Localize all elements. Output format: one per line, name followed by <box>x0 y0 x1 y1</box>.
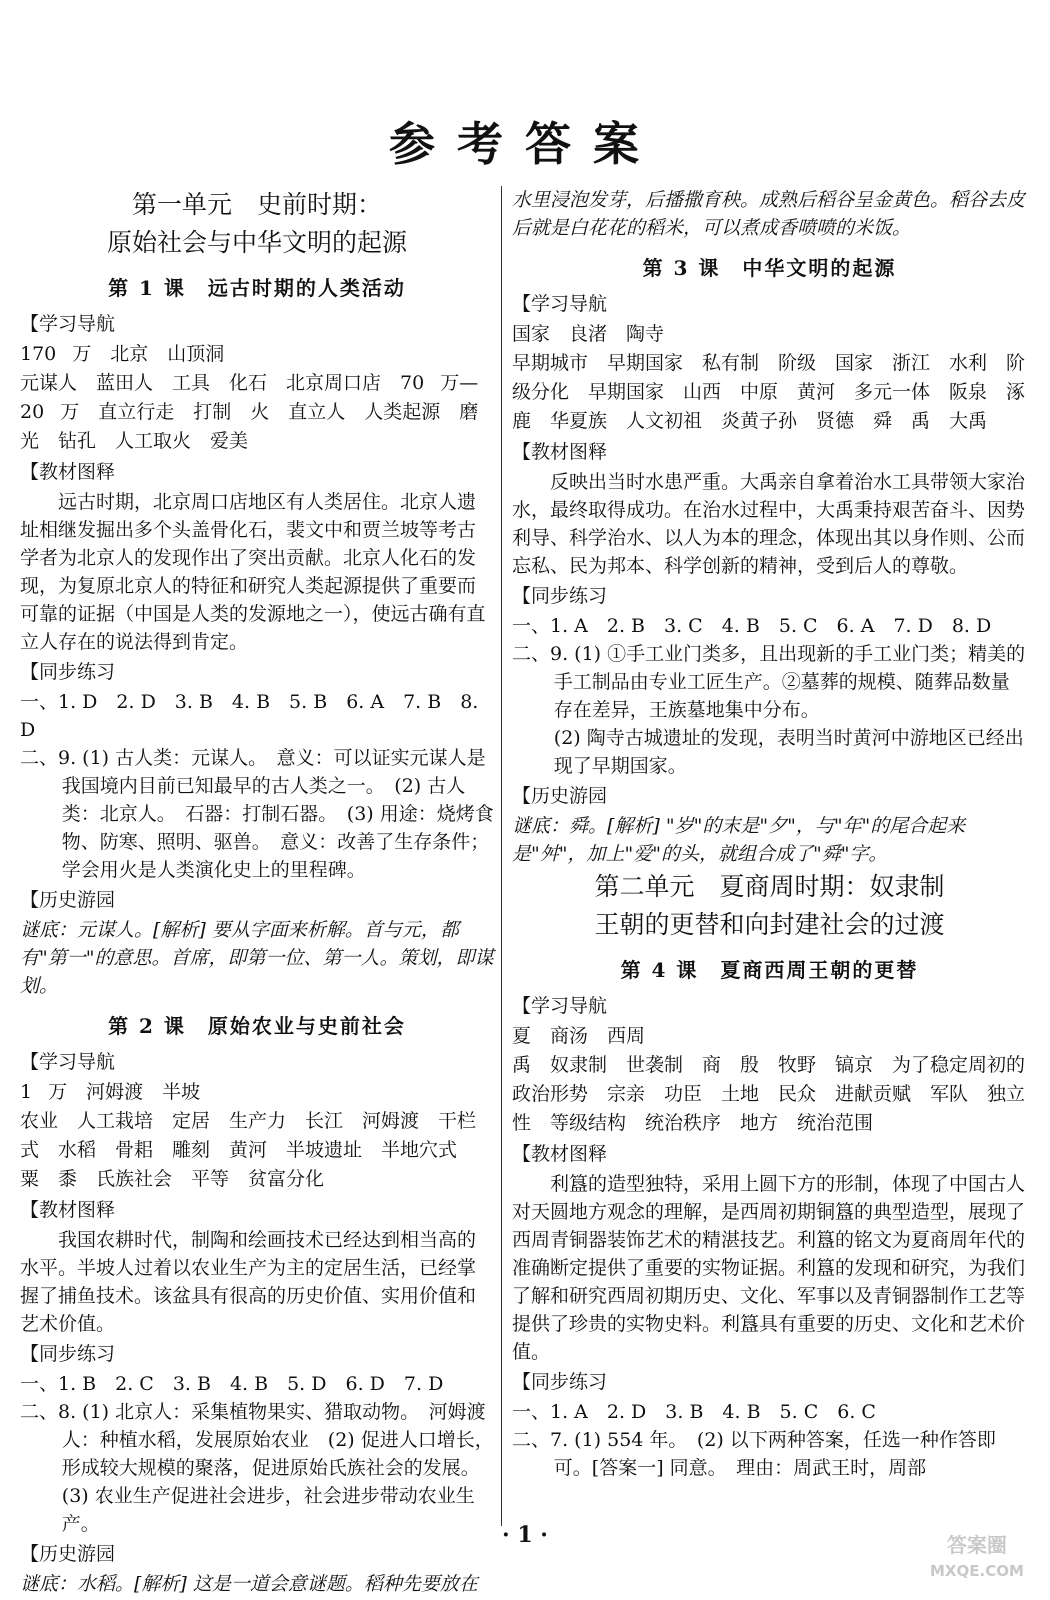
lesson-4-title: 第 4 课 夏商西周王朝的更替 <box>620 958 919 982</box>
unit-2-heading: 第二单元 夏商周时期：奴隶制 <box>594 872 945 901</box>
riddle-answer: 谜底：元谋人。[解析] 要从字面来析解。首与元，都有"第一"的意思。首席，即第一位、第一人。策划，即谋划。 <box>20 919 494 997</box>
section-study-guide: 【学习导航 <box>20 1051 116 1073</box>
riddle-answer: 谜底：水稻。[解析] 这是一道会意谜题。稻种先要放在 <box>20 1573 478 1595</box>
answers-choice: 一、1. A 2. D 3. B 4. B 5. C 6. C <box>512 1401 876 1423</box>
page-title: 参考答案 <box>389 117 661 171</box>
riddle-answer: 谜底：舜。[解析] "岁"的末是"夕"，与"年"的尾合起来是"舛"，加上"爱"的头，就组合成了"舜"字。 <box>512 815 966 865</box>
section-history-garden: 【历史游园 <box>512 785 608 807</box>
lesson-2-title: 第 2 课 原始农业与史前社会 <box>108 1014 406 1038</box>
section-history-garden: 【历史游园 <box>20 1543 116 1565</box>
section-study-guide: 【学习导航 <box>20 313 116 335</box>
page-number: · 1 · <box>502 1522 548 1548</box>
section-textbook-figure: 【教材图释 <box>20 1199 116 1221</box>
figure-explanation: 反映出当时水患严重。大禹亲自拿着治水工具带领大家治水，最终取得成功。在治水过程中，大禹秉持艰苦奋斗、因势利导、科学治水、以人为本的理念，体现出其以身作则、公而忘私、民为邦本、科学创新的精神，受到后人的尊敬。 <box>512 471 1026 577</box>
keywords-line: 170 万 北京 山顶洞 <box>20 343 225 365</box>
figure-explanation: 远古时期，北京周口店地区有人类居住。北京人遗址相继发掘出多个头盖骨化石，裴文中和贾兰坡等考古学者为北京人的发现作出了突出贡献。北京人化石的发现，为复原北京人的特征和研究人类起源提供了重要而可靠的证据（中国是人类的发源地之一），使远古确有直立人存在的说法得到肯定。 <box>20 491 486 653</box>
section-study-guide: 【学习导航 <box>512 995 608 1017</box>
figure-explanation: 利簋的造型独特，采用上圆下方的形制，体现了中国古人对天圆地方观念的理解，是西周初期铜簋的典型造型，展现了西周青铜器装饰艺术的精湛技艺。利簋的铭文为夏商周年代的准确断定提供了重要的实物证据。利簋的发现和研究，为我们了解和研究西周初期历史、文化、军事以及青铜器制作工艺等提供了珍贵的实物史料。利簋具有重要的历史、文化和艺术价值。 <box>512 1173 1026 1363</box>
answers-short: 二、9. (1) ①手工业门类多，且出现新的手工业门类；精美的手工制品由专业工匠生产。②墓葬的规模、随葬品数量存在差异，王族墓地集中分布。 <box>512 643 1026 721</box>
unit-1-heading: 第一单元 史前时期： <box>131 190 382 219</box>
answers-choice: 一、1. A 2. B 3. C 4. B 5. C 6. A 7. D 8. D <box>512 615 992 637</box>
answers-short: 二、8. (1) 北京人：采集植物果实、猎取动物。 河姆渡人：种植水稻，发展原始农业 (2) 促进人口增长，形成较大规模的聚落，促进原始氏族社会的发展。 (3) 农业生产促进社会进步，社会进步带动农业生产。 <box>20 1401 494 1535</box>
keywords-line: 国家 良渚 陶寺 <box>512 323 665 345</box>
keywords-line: 1 万 河姆渡 半坡 <box>20 1081 201 1103</box>
section-textbook-figure: 【教材图释 <box>20 461 116 483</box>
answers-choice: 一、1. B 2. C 3. B 4. B 5. D 6. D 7. D <box>20 1373 444 1395</box>
section-textbook-figure: 【教材图释 <box>512 1143 608 1165</box>
keywords-block: 早期城市 早期国家 私有制 阶级 国家 浙江 水利 阶级分化 早期国家 山西 中原 黄河 多元一体 阪泉 涿鹿 华夏族 人文初祖 炎黄子孙 贤德 舜 禹 大禹 <box>512 352 1026 432</box>
figure-explanation: 我国农耕时代，制陶和绘画技术已经达到相当高的水平。半坡人过着以农业生产为主的定居生活，已经掌握了捕鱼技术。该盆具有很高的历史价值、实用价值和艺术价值。 <box>20 1229 477 1335</box>
keywords-block: 禹 奴隶制 世袭制 商 殷 牧野 镐京 为了稳定周初的政治形势 宗亲 功臣 土地 民众 进献贡赋 军队 独立性 等级结构 统治秩序 地方 统治范围 <box>512 1054 1026 1134</box>
answers-short: 二、9. (1) 古人类：元谋人。 意义：可以证实元谋人是我国境内目前已知最早的古人类之一。 (2) 古人类：北京人。 石器：打制石器。 (3) 用途：烧烤食物、防寒、照明、驱兽。 意义：改善了生存条件；学会用火是人类演化史上的里程碑。 <box>20 747 494 881</box>
watermark-text: 答案圈 <box>946 1533 1007 1557</box>
lesson-1-title: 第 1 课 远古时期的人类活动 <box>108 276 406 300</box>
section-history-garden: 【历史游园 <box>20 889 116 911</box>
section-practice: 【同步练习 <box>512 1371 608 1393</box>
section-practice: 【同步练习 <box>20 661 116 683</box>
column-divider <box>501 186 502 1526</box>
keywords-block: 农业 人工栽培 定居 生产力 长江 河姆渡 干栏式 水稻 骨耜 雕刻 黄河 半坡遗址 半地穴式 粟 黍 氏族社会 平等 贫富分化 <box>20 1110 477 1190</box>
section-textbook-figure: 【教材图释 <box>512 441 608 463</box>
watermark-url: MXQE.COM <box>930 1562 1024 1580</box>
watermark-logo <box>930 1532 1024 1584</box>
riddle-continuation: 水里浸泡发芽，后播撒育秧。成熟后稻谷呈金黄色。稻谷去皮后就是白花花的稻米，可以煮成香喷喷的米饭。 <box>512 189 1026 239</box>
answers-short: 二、7. (1) 554 年。 (2) 以下两种答案，任选一种作答即可。[答案一] 同意。 理由：周武王时，周部 <box>512 1429 996 1479</box>
keywords-block: 元谋人 蓝田人 工具 化石 北京周口店 70 万—20 万 直立行走 打制 火 直立人 人类起源 磨光 钻孔 人工取火 爱美 <box>20 372 479 452</box>
section-practice: 【同步练习 <box>512 585 608 607</box>
keywords-line: 夏 商汤 西周 <box>512 1025 646 1047</box>
right-column <box>512 186 1027 1482</box>
answers-choice: 一、1. D 2. D 3. B 4. B 5. B 6. A 7. B 8. D <box>20 691 479 741</box>
unit-1-subheading: 原始社会与中华文明的起源 <box>106 228 407 257</box>
lesson-3-title: 第 3 课 中华文明的起源 <box>642 256 897 280</box>
unit-2-subheading: 王朝的更替和向封建社会的过渡 <box>594 910 945 939</box>
left-column <box>20 186 494 1598</box>
section-study-guide: 【学习导航 <box>512 293 608 315</box>
section-practice: 【同步练习 <box>20 1343 116 1365</box>
answers-short-continued: (2) 陶寺古城遗址的发现，表明当时黄河中游地区已经出现了早期国家。 <box>553 727 1024 777</box>
